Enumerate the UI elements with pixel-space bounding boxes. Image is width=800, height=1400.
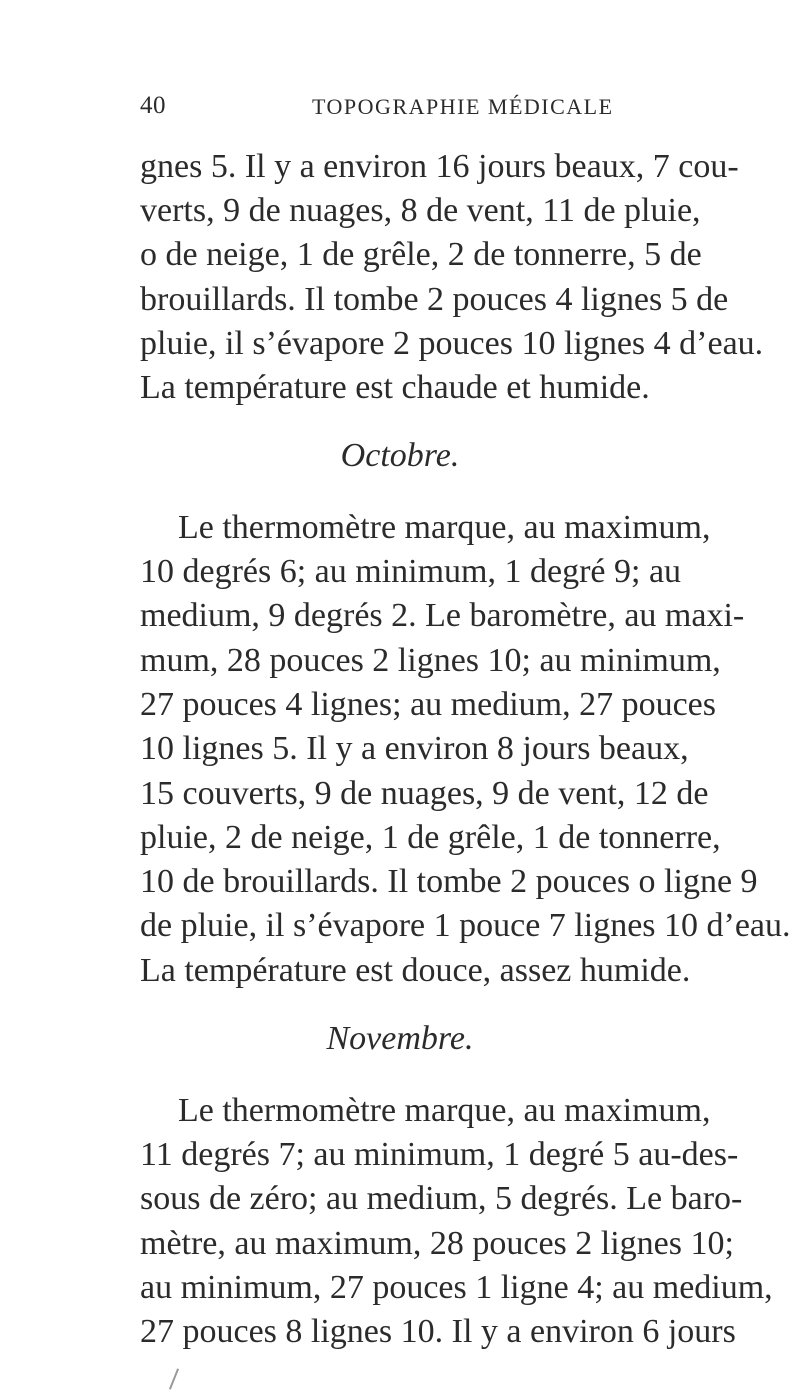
text-line: 11 degrés 7; au minimum, 1 degré 5 au-des- xyxy=(140,1136,739,1173)
running-title: TOPOGRAPHIE MÉDICALE xyxy=(312,94,614,119)
section-heading-novembre: Novembre. xyxy=(326,1020,474,1057)
text-line: medium, 9 degrés 2. Le baromètre, au maxi- xyxy=(140,597,745,634)
text-line: mum, 28 pouces 2 lignes 10; au minimum, xyxy=(140,642,721,679)
text-line: 10 de brouillards. Il tombe 2 pouces o ligne 9 xyxy=(140,863,758,900)
text-line: 27 pouces 4 lignes; au medium, 27 pouces xyxy=(140,686,717,723)
text-line: 15 couverts, 9 de nuages, 9 de vent, 12 de xyxy=(140,775,709,812)
page-number: 40 xyxy=(140,92,166,119)
stray-ink-mark xyxy=(169,1368,179,1389)
text-line: brouillards. Il tombe 2 pouces 4 lignes 5 de xyxy=(140,281,729,318)
text-line: verts, 9 de nuages, 8 de vent, 11 de pluie, xyxy=(140,192,701,229)
text-line: gnes 5. Il y a environ 16 jours beaux, 7 cou- xyxy=(140,148,739,185)
text-line: sous de zéro; au medium, 5 degrés. Le baro- xyxy=(140,1180,743,1217)
text-line: La température est chaude et humide. xyxy=(140,369,650,406)
text-line: Le thermomètre marque, au maximum, xyxy=(178,509,711,546)
text-line: pluie, il s’évapore 2 pouces 10 lignes 4 d’eau. xyxy=(140,325,764,362)
text-line: de pluie, il s’évapore 1 pouce 7 lignes 10 d’eau. xyxy=(140,907,791,944)
text-line: mètre, au maximum, 28 pouces 2 lignes 10; xyxy=(140,1225,734,1262)
text-line: au minimum, 27 pouces 1 ligne 4; au medium, xyxy=(140,1269,773,1306)
text-line: 10 degrés 6; au minimum, 1 degré 9; au xyxy=(140,553,682,590)
text-line: Le thermomètre marque, au maximum, xyxy=(178,1092,711,1129)
text-line: La température est douce, assez humide. xyxy=(140,952,691,989)
section-heading-octobre: Octobre. xyxy=(340,437,460,474)
text-line: 27 pouces 8 lignes 10. Il y a environ 6 jours xyxy=(140,1313,736,1350)
text-line: pluie, 2 de neige, 1 de grêle, 1 de tonnerre, xyxy=(140,819,721,856)
page-header xyxy=(140,92,660,132)
text-line: o de neige, 1 de grêle, 2 de tonnerre, 5 de xyxy=(140,236,702,273)
text-line: 10 lignes 5. Il y a environ 8 jours beaux, xyxy=(140,730,689,767)
